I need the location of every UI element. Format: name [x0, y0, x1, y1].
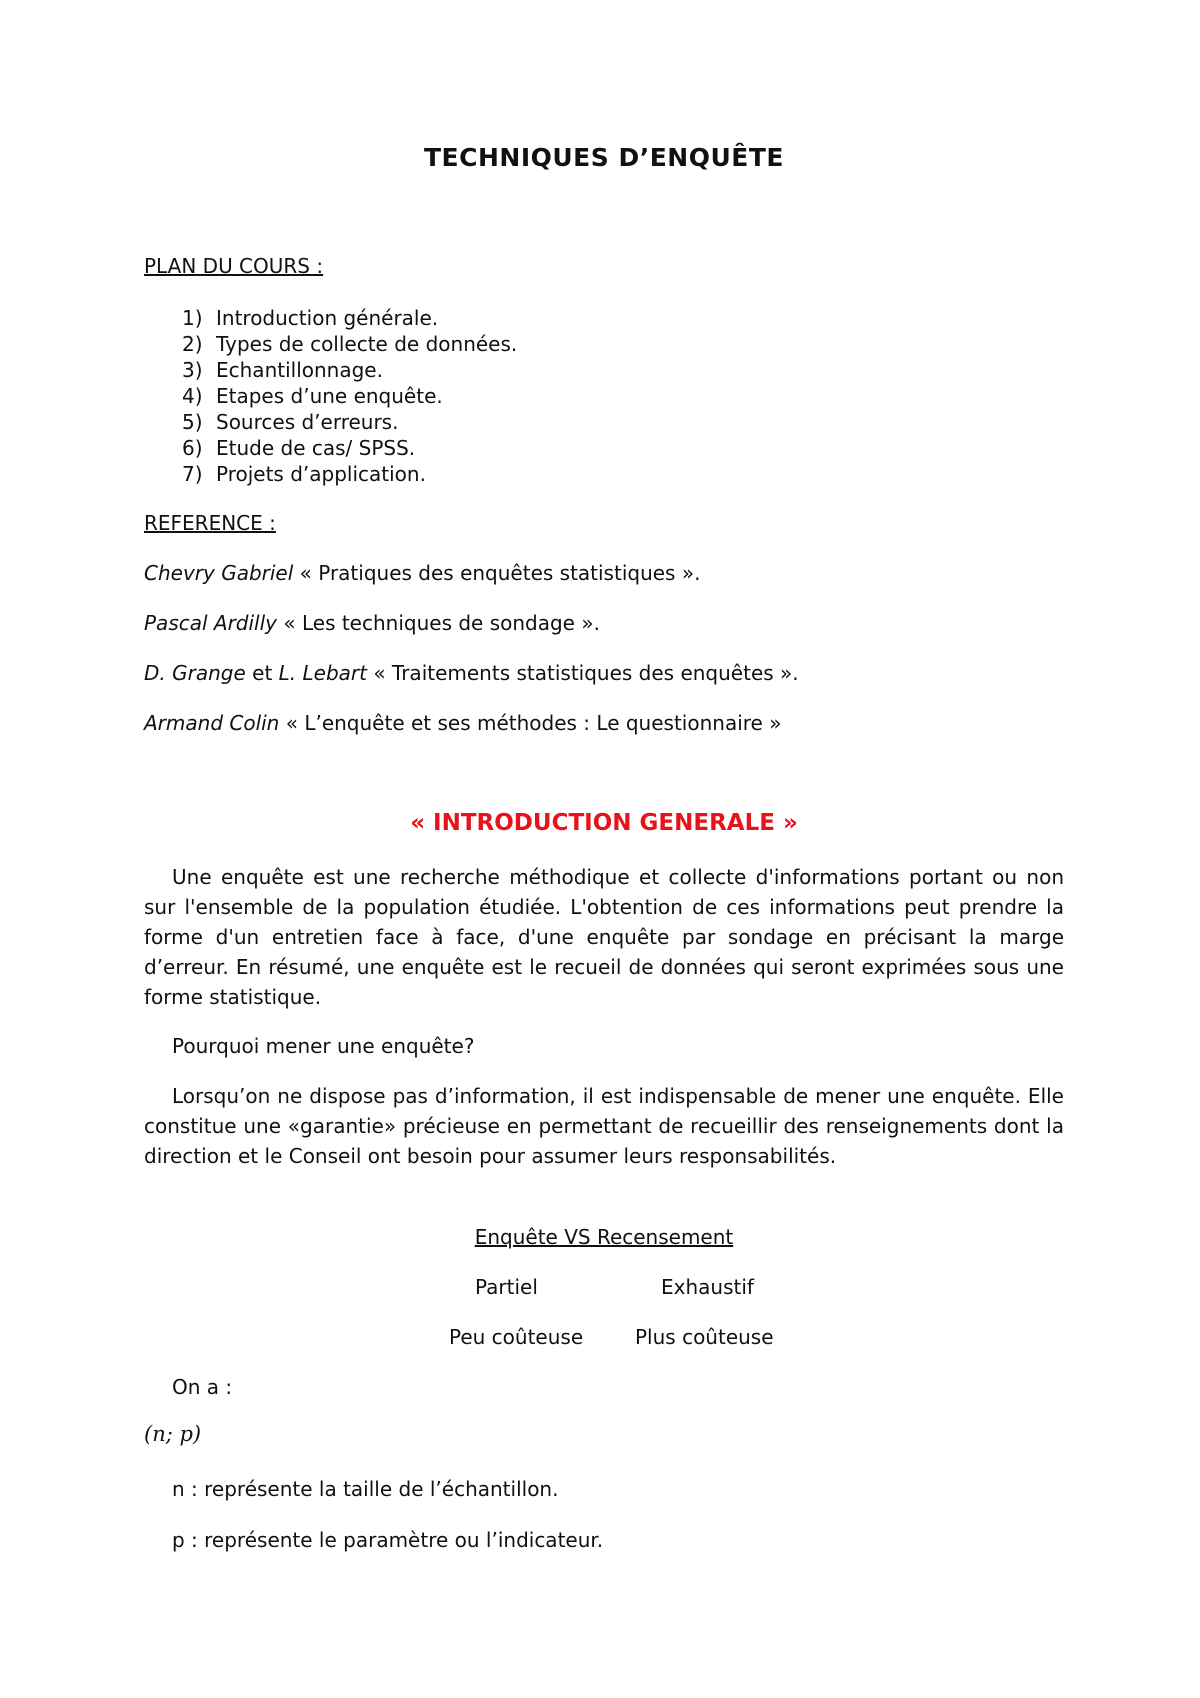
reference-author: Chevry Gabriel — [144, 561, 294, 585]
answer-paragraph: Lorsqu’on ne dispose pas d’information, il est indispensable de mener une enquête. Elle constitue une «garantie» précieuse en permettant de recueillir des renseignements dont la direction et le Conseil ont besoin pour assumer leurs responsabilités. — [144, 1084, 1064, 1168]
comparison-cell: Peu coûteuse — [449, 1325, 584, 1349]
reference-author: L. Lebart — [278, 661, 367, 685]
reference-entry: Armand Colin « L’enquête et ses méthodes : Le questionnaire » — [144, 711, 782, 735]
p-definition: p : représente le paramètre ou l’indicateur. — [172, 1528, 604, 1552]
n-definition: n : représente la taille de l’échantillon. — [172, 1477, 559, 1501]
comparison-cell: Partiel — [475, 1275, 538, 1299]
list-item: 7) Projets d’application. — [182, 462, 426, 486]
list-item: 3) Echantillonnage. — [182, 358, 383, 382]
comparison-cell: Plus coûteuse — [635, 1325, 774, 1349]
list-item: 6) Etude de cas/ SPSS. — [182, 436, 416, 460]
formula: (n; p) — [144, 1422, 202, 1446]
reference-entry: Chevry Gabriel « Pratiques des enquêtes statistiques ». — [144, 561, 701, 585]
comparison-heading: Enquête VS Recensement — [474, 1225, 734, 1249]
intro-paragraph: Une enquête est une recherche méthodique et collecte d'informations portant ou non sur l'ensemble de la population étudiée. L'obtention de ces informations peut prendre la forme d'un entretien face à face, d'une enquête par sondage en précisant la marge d’erreur. En résumé, une enquête est le recueil de données qui seront exprimées sous une forme statistique. — [144, 865, 1064, 1009]
list-item: 4) Etapes d’une enquête. — [182, 384, 443, 408]
list-item: 5) Sources d’erreurs. — [182, 410, 399, 434]
reference-entry: Pascal Ardilly « Les techniques de sondage ». — [144, 611, 600, 635]
reference-entry: D. Grange et L. Lebart « Traitements statistiques des enquêtes ». — [144, 661, 799, 685]
on-a-text: On a : — [172, 1375, 233, 1399]
list-item: 1) Introduction générale. — [182, 306, 439, 330]
question-text: Pourquoi mener une enquête? — [172, 1034, 475, 1058]
comparison-cell: Exhaustif — [661, 1275, 754, 1299]
page-title: TECHNIQUES D’ENQUÊTE — [424, 143, 784, 172]
reference-author: Armand Colin — [144, 711, 280, 735]
reference-label: REFERENCE : — [144, 511, 276, 535]
plan-label: PLAN DU COURS : — [144, 254, 324, 278]
list-item: 2) Types de collecte de données. — [182, 332, 518, 356]
reference-author: Pascal Ardilly — [144, 611, 278, 635]
section-heading: « INTRODUCTION GENERALE » — [410, 810, 798, 836]
reference-author: D. Grange — [144, 661, 246, 685]
document-page — [144, 0, 1064, 1698]
